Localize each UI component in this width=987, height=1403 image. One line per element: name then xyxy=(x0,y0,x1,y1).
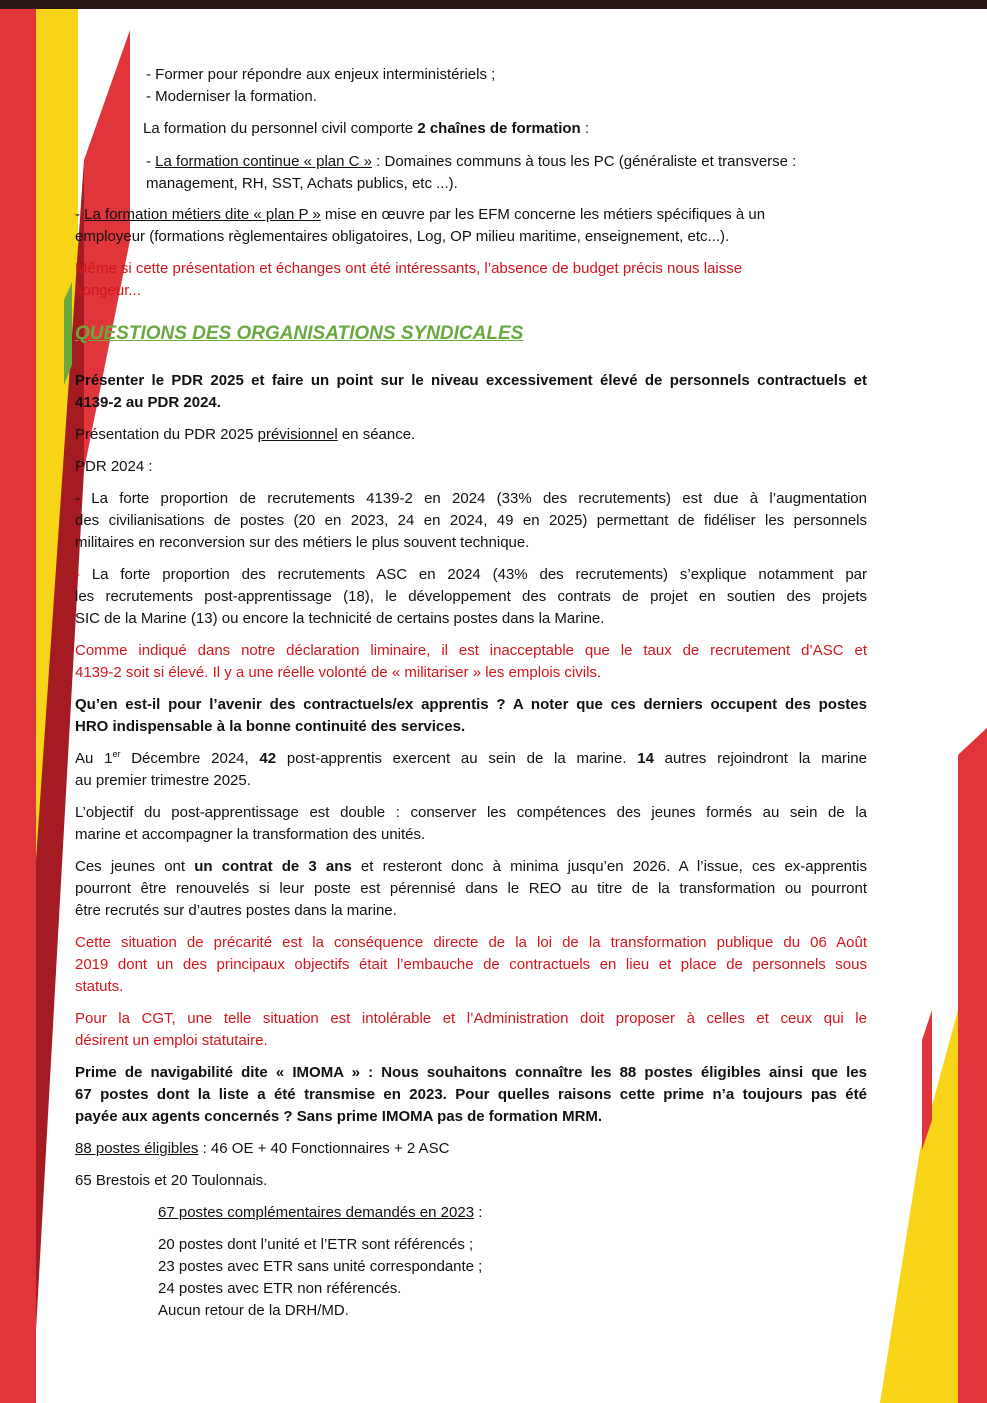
apprentis-p3-line-1: Ces jeunes ont un contrat de 3 ans et resteront donc à minima jusqu’en 2026. A l’issue, ces ex-apprentis xyxy=(75,858,868,875)
imoma-list-item: Aucun retour de la DRH/MD. xyxy=(158,1302,349,1319)
pdr-para1-line-3: militaires en reconversion sur des métiers le plus souvent technique. xyxy=(75,534,530,551)
pdr-2024-label: PDR 2024 : xyxy=(75,458,153,475)
budget-comment-line-1: Même si cette présentation et échanges ont été intéressants, l’absence de budget précis nous laisse xyxy=(75,260,743,277)
apprentis-comment2-line-1: Pour la CGT, une telle situation est intolérable et l’Administration doit proposer à celles et ceux qui le xyxy=(75,1010,867,1027)
pdr-presentation: Présentation du PDR 2025 prévisionnel en séance. xyxy=(75,426,416,443)
section-heading: QUESTIONS DES ORGANISATIONS SYNDICALES xyxy=(75,323,524,344)
pdr-para2-line-3: SIC de la Marine (13) ou encore la technicité de certains postes dans la Marine. xyxy=(75,610,605,627)
pdr-question-line-2: 4139-2 au PDR 2024. xyxy=(75,394,221,411)
pdr-comment-line-2: 4139-2 soit si élevé. Il y a une réelle volonté de « militariser » les emplois civils. xyxy=(75,664,602,681)
apprentis-question-line-1: Qu’en est-il pour l’avenir des contractuels/ex apprentis ? A noter que ces derniers occupent des postes xyxy=(75,696,867,713)
apprentis-p1-line-2: au premier trimestre 2025. xyxy=(75,772,251,789)
plan-p-line-2: employeur (formations règlementaires obligatoires, Log, OP milieu maritime, enseignement, etc...). xyxy=(75,228,730,245)
imoma-question-line-1: Prime de navigabilité dite « IMOMA » : Nous souhaitons connaître les 88 postes éligibles ainsi que les xyxy=(75,1064,867,1081)
budget-comment-line-2: songeur... xyxy=(75,282,141,299)
apprentis-p1-line-1: Au 1er Décembre 2024, 42 post-apprentis exercent au sein de la marine. 14 autres rejoindront la marine xyxy=(75,749,867,767)
imoma-eligible-posts: 88 postes éligibles : 46 OE + 40 Fonctionnaires + 2 ASC xyxy=(75,1140,450,1157)
plan-p-line-1: - La formation métiers dite « plan P » mise en œuvre par les EFM concerne les métiers spécifiques à un xyxy=(75,206,766,223)
pdr-para2-line-1: - La forte proportion des recrutements ASC en 2024 (43% des recrutements) s’explique notamment par xyxy=(75,566,867,583)
apprentis-p2-line-2: marine et accompagner la transformation des unités. xyxy=(75,826,426,843)
pdr-question-line-1: Présenter le PDR 2025 et faire un point sur le niveau excessivement élevé de personnels contractuels et xyxy=(75,372,867,389)
imoma-list-item: 20 postes dont l’unité et l’ETR sont référencés ; xyxy=(158,1236,474,1253)
apprentis-p3-line-3: être recrutés sur d’autres postes dans la marine. xyxy=(75,902,397,919)
apprentis-question-line-2: HRO indispensable à la bonne continuité des services. xyxy=(75,718,466,735)
imoma-complementary-title: 67 postes complémentaires demandés en 2023 : xyxy=(158,1204,483,1221)
imoma-list-item: 23 postes avec ETR sans unité correspondante ; xyxy=(158,1258,483,1275)
plan-c-line-2: management, RH, SST, Achats publics, etc ...). xyxy=(146,175,458,192)
imoma-list-item: 24 postes avec ETR non référencés. xyxy=(158,1280,402,1297)
apprentis-p2-line-1: L’objectif du post-apprentissage est double : conserver les compétences des jeunes formés au sein de la xyxy=(75,804,867,821)
apprentis-comment1-line-1: Cette situation de précarité est la conséquence directe de la loi de la transformation publique du 06 Août xyxy=(75,934,867,951)
imoma-question-line-2: 67 postes dont la liste a été transmise en 2023. Pour quelles raisons cette prime n’a toujours pas été xyxy=(75,1086,867,1103)
apprentis-comment1-line-2: 2019 dont un des principaux objectifs était l’embauche de contractuels en lieu et place de personnels sous xyxy=(75,956,867,973)
apprentis-comment1-line-3: statuts. xyxy=(75,978,124,995)
imoma-cities: 65 Brestois et 20 Toulonnais. xyxy=(75,1172,268,1189)
apprentis-comment2-line-2: désirent un emploi statutaire. xyxy=(75,1032,268,1049)
training-goal-1: - Former pour répondre aux enjeux interministériels ; xyxy=(146,66,496,83)
pdr-para2-line-2: les recrutements post-apprentissage (18), le développement des contrats de projet en soutien des projets xyxy=(75,588,867,605)
pdr-para1-line-2: des civilianisations de postes (20 en 2023, 24 en 2024, 49 en 2025) permettant de fidéliser les personnels xyxy=(75,512,867,529)
apprentis-p3-line-2: pourront être renouvelés si leur poste est pérennisé dans le REO au titre de la transformation ou pourront xyxy=(75,880,867,897)
training-chains-intro: La formation du personnel civil comporte 2 chaînes de formation : xyxy=(143,120,590,137)
training-goal-2: - Moderniser la formation. xyxy=(146,88,317,105)
imoma-question-line-3: payée aux agents concernés ? Sans prime IMOMA pas de formation MRM. xyxy=(75,1108,603,1125)
plan-c-line-1: - La formation continue « plan C » : Domaines communs à tous les PC (généraliste et transverse : xyxy=(146,153,797,170)
pdr-comment-line-1: Comme indiqué dans notre déclaration liminaire, il est inacceptable que le taux de recrutement d’ASC et xyxy=(75,642,867,659)
pdr-para1-line-1: - La forte proportion de recrutements 4139-2 en 2024 (33% des recrutements) est due à l’augmentation xyxy=(75,490,867,507)
